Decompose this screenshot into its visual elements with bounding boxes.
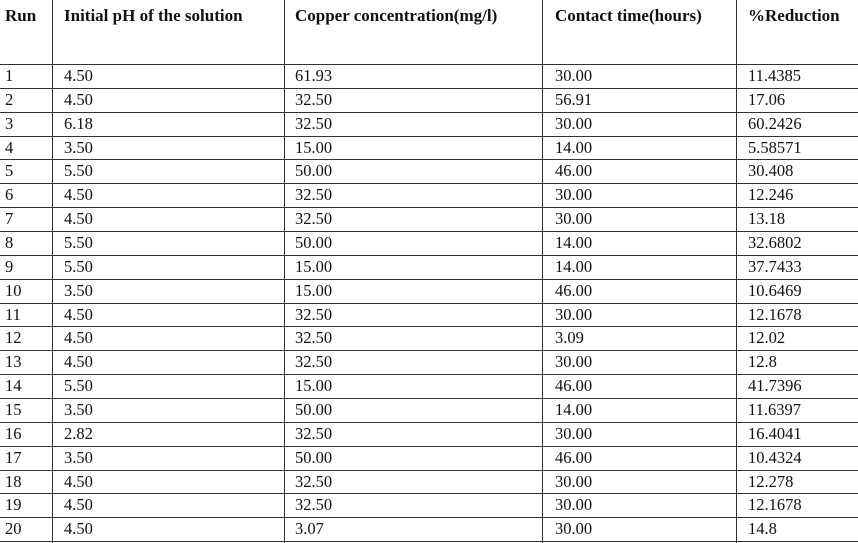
cell-initial-ph: 4.50 (64, 89, 93, 109)
cell-run: 13 (5, 352, 22, 372)
cell-copper-concentration: 15.00 (295, 280, 333, 300)
cell-reduction: 14.8 (748, 519, 777, 539)
cell-initial-ph: 4.50 (64, 352, 93, 372)
cell-contact-time: 14.00 (555, 233, 593, 252)
row-divider (0, 374, 858, 375)
row-divider (0, 326, 858, 327)
row-divider (0, 255, 858, 256)
cell-reduction: 11.4385 (748, 66, 802, 85)
cell-contact-time: 30.00 (555, 423, 593, 443)
cell-initial-ph: 4.50 (64, 471, 93, 491)
cell-contact-time: 46.00 (555, 447, 593, 467)
row-divider (0, 493, 858, 494)
cell-reduction: 10.4324 (748, 447, 802, 467)
cell-run: 3 (5, 113, 14, 133)
cell-copper-concentration: 15.00 (295, 256, 333, 276)
cell-copper-concentration: 32.50 (295, 328, 333, 348)
cell-reduction: 32.6802 (748, 233, 802, 252)
cell-reduction: 11.6397 (748, 399, 802, 419)
cell-copper-concentration: 15.00 (295, 376, 333, 396)
cell-copper-concentration: 61.93 (295, 66, 333, 85)
cell-reduction: 12.8 (748, 352, 777, 372)
cell-copper-concentration: 32.50 (295, 209, 333, 229)
column-divider (542, 0, 543, 543)
cell-initial-ph: 5.50 (64, 376, 93, 396)
row-divider (0, 350, 858, 351)
header-initial-ph: Initial pH of the solution (64, 6, 243, 25)
cell-copper-concentration: 32.50 (295, 423, 333, 443)
cell-run: 19 (5, 495, 22, 515)
cell-initial-ph: 4.50 (64, 328, 93, 348)
cell-run: 11 (5, 304, 21, 324)
cell-run: 2 (5, 89, 14, 109)
cell-reduction: 12.1678 (748, 495, 802, 515)
row-divider (0, 207, 858, 208)
row-divider (0, 279, 858, 280)
row-divider (0, 231, 858, 232)
cell-run: 4 (5, 137, 14, 157)
cell-run: 9 (5, 256, 14, 276)
cell-copper-concentration: 32.50 (295, 185, 333, 205)
row-divider (0, 64, 858, 65)
row-divider (0, 517, 858, 518)
cell-initial-ph: 4.50 (64, 304, 93, 324)
cell-reduction: 16.4041 (748, 423, 802, 443)
cell-reduction: 13.18 (748, 209, 786, 229)
row-divider (0, 422, 858, 423)
cell-run: 20 (5, 519, 22, 539)
header-run: Run (5, 6, 37, 25)
row-divider (0, 183, 858, 184)
row-divider (0, 112, 858, 113)
cell-reduction: 12.246 (748, 185, 794, 205)
cell-contact-time: 30.00 (555, 519, 593, 539)
cell-contact-time: 46.00 (555, 280, 593, 300)
row-divider (0, 88, 858, 89)
cell-copper-concentration: 15.00 (295, 137, 333, 157)
column-divider (52, 0, 53, 543)
cell-contact-time: 30.00 (555, 471, 593, 491)
cell-contact-time: 14.00 (555, 137, 593, 157)
cell-copper-concentration: 50.00 (295, 399, 333, 419)
cell-initial-ph: 4.50 (64, 519, 93, 539)
header-copper-concentration: Copper concentration(mg/l) (295, 6, 498, 25)
row-divider (0, 541, 858, 542)
cell-contact-time: 14.00 (555, 256, 593, 276)
cell-copper-concentration: 32.50 (295, 495, 333, 515)
cell-contact-time: 3.09 (555, 328, 584, 348)
cell-contact-time: 56.91 (555, 89, 593, 109)
cell-contact-time: 46.00 (555, 376, 593, 396)
cell-copper-concentration: 50.00 (295, 233, 333, 252)
cell-initial-ph: 3.50 (64, 280, 93, 300)
cell-initial-ph: 5.50 (64, 233, 93, 252)
cell-reduction: 30.408 (748, 161, 794, 181)
cell-copper-concentration: 32.50 (295, 89, 333, 109)
cell-run: 6 (5, 185, 14, 205)
cell-copper-concentration: 32.50 (295, 471, 333, 491)
cell-reduction: 37.7433 (748, 256, 802, 276)
cell-run: 18 (5, 471, 22, 491)
cell-initial-ph: 4.50 (64, 185, 93, 205)
cell-contact-time: 14.00 (555, 399, 593, 419)
cell-run: 1 (5, 66, 14, 85)
cell-run: 10 (5, 280, 22, 300)
cell-copper-concentration: 3.07 (295, 519, 324, 539)
cell-initial-ph: 4.50 (64, 209, 93, 229)
cell-copper-concentration: 32.50 (295, 352, 333, 372)
cell-reduction: 12.1678 (748, 304, 802, 324)
cell-reduction: 12.02 (748, 328, 786, 348)
cell-reduction: 60.2426 (748, 113, 802, 133)
cell-initial-ph: 5.50 (64, 256, 93, 276)
cell-contact-time: 46.00 (555, 161, 593, 181)
cell-initial-ph: 2.82 (64, 423, 93, 443)
cell-copper-concentration: 32.50 (295, 113, 333, 133)
header-reduction: %Reduction (748, 6, 840, 25)
cell-reduction: 10.6469 (748, 280, 802, 300)
cell-run: 7 (5, 209, 14, 229)
cell-run: 16 (5, 423, 22, 443)
row-divider (0, 446, 858, 447)
cell-run: 8 (5, 233, 14, 252)
cell-contact-time: 30.00 (555, 66, 593, 85)
cell-initial-ph: 4.50 (64, 495, 93, 515)
cell-contact-time: 30.00 (555, 113, 593, 133)
cell-initial-ph: 3.50 (64, 399, 93, 419)
cell-copper-concentration: 50.00 (295, 161, 333, 181)
cell-copper-concentration: 32.50 (295, 304, 333, 324)
row-divider (0, 398, 858, 399)
cell-initial-ph: 3.50 (64, 447, 93, 467)
cell-contact-time: 30.00 (555, 185, 593, 205)
cell-contact-time: 30.00 (555, 352, 593, 372)
column-divider (284, 0, 285, 543)
column-divider (736, 0, 737, 543)
cell-copper-concentration: 50.00 (295, 447, 333, 467)
row-divider (0, 470, 858, 471)
cell-contact-time: 30.00 (555, 495, 593, 515)
cell-reduction: 41.7396 (748, 376, 802, 396)
cell-run: 12 (5, 328, 22, 348)
cell-reduction: 12.278 (748, 471, 794, 491)
row-divider (0, 159, 858, 160)
cell-run: 5 (5, 161, 14, 181)
cell-run: 15 (5, 399, 22, 419)
cell-initial-ph: 4.50 (64, 66, 93, 85)
cell-run: 17 (5, 447, 22, 467)
cell-reduction: 17.06 (748, 89, 786, 109)
cell-initial-ph: 6.18 (64, 113, 93, 133)
cell-contact-time: 30.00 (555, 304, 593, 324)
row-divider (0, 303, 858, 304)
cell-reduction: 5.58571 (748, 137, 802, 157)
row-divider (0, 136, 858, 137)
cell-run: 14 (5, 376, 22, 396)
cell-initial-ph: 5.50 (64, 161, 93, 181)
cell-initial-ph: 3.50 (64, 137, 93, 157)
cell-contact-time: 30.00 (555, 209, 593, 229)
header-contact-time: Contact time(hours) (555, 6, 702, 25)
